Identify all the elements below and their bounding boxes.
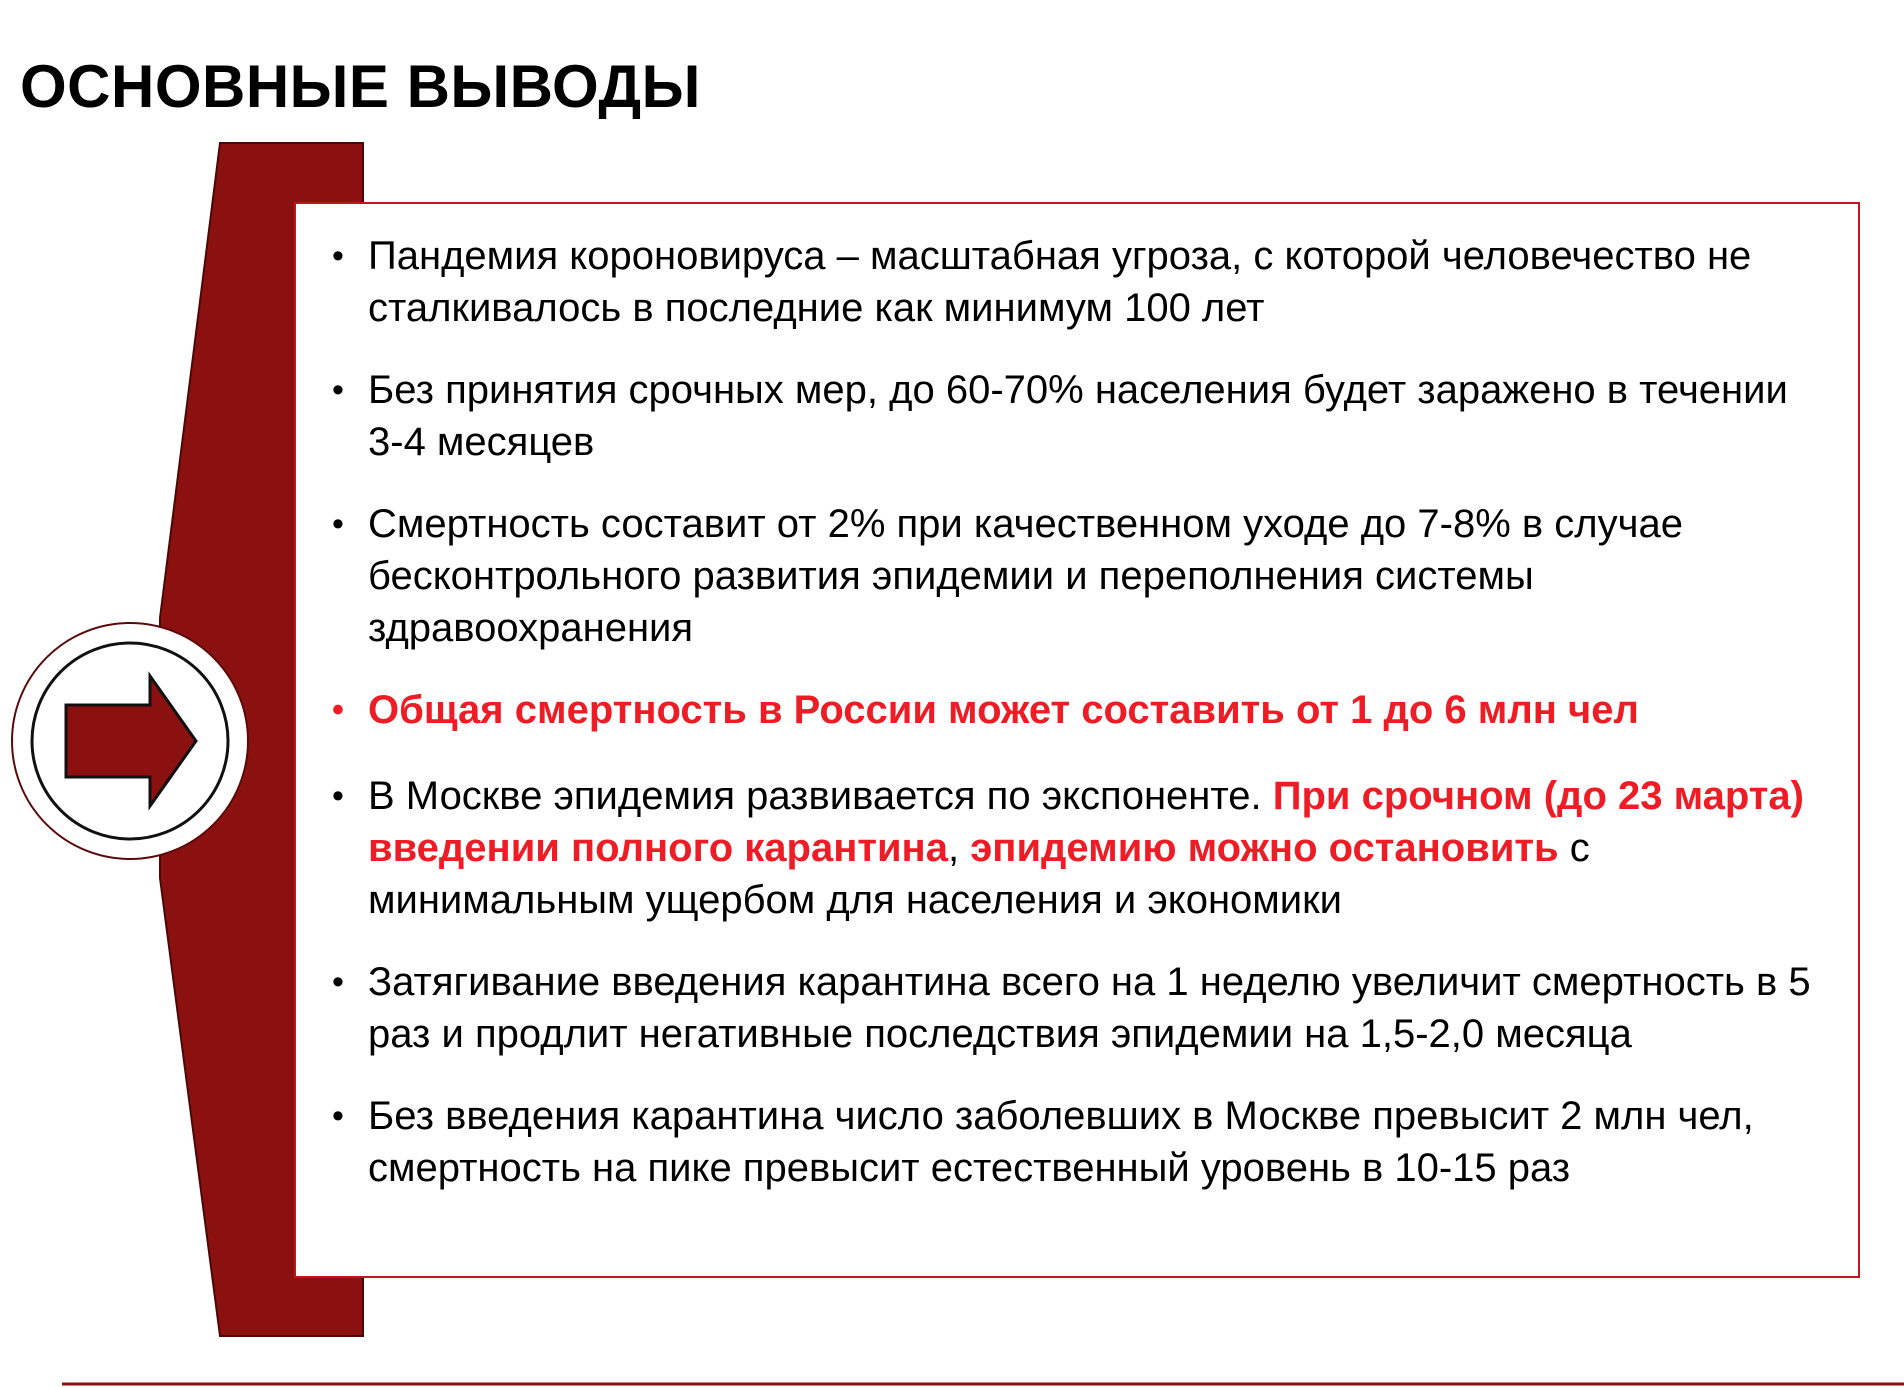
bullet-icon: • [332, 777, 344, 815]
list-item-text: Общая смертность в России может составить от 1 до 6 млн чел [368, 688, 1639, 732]
list-item [332, 770, 1832, 926]
list-item [332, 498, 1832, 654]
list-item [332, 230, 1832, 334]
list-item-text: Без введения карантина число заболевших в Москве превысит 2 млн чел, смертность на пике превысит естественный уровень в 10-15 раз [368, 1094, 1754, 1190]
list-item [332, 956, 1832, 1060]
bullet-icon: • [332, 691, 344, 729]
list-item-text: Смертность составит от 2% при качественном уходе до 7-8% в случае бесконтрольного развития эпидемии и переполнения системы здравоохранения [368, 502, 1683, 650]
list-item-text-normal: В Москве эпидемия развивается по экспоненте. [368, 774, 1273, 818]
list-item-text-highlight: При срочном (до 23 марта) введении полного карантина [368, 774, 1804, 870]
list-item-text: Без принятия срочных мер, до 60-70% населения будет заражено в течении 3-4 месяцев [368, 368, 1788, 464]
list-item-text-normal: , [947, 826, 971, 870]
list-item-text: Пандемия короновируса – масштабная угроза, с которой человечество не сталкивалось в последние как минимум 100 лет [368, 234, 1752, 330]
page-title: ОСНОВНЫЕ ВЫВОДЫ [20, 53, 701, 120]
list-item-text-normal: с минимальным ущербом для населения и экономики [368, 826, 1590, 922]
list-item [332, 1090, 1832, 1194]
bullet-icon: • [332, 505, 344, 543]
bullet-icon: • [332, 371, 344, 409]
list-item-text-highlight: эпидемию можно остановить [970, 826, 1559, 870]
list-item-text: Затягивание введения карантина всего на 1 неделю увеличит смертность в 5 раз и продлит негативные последствия эпидемии на 1,5-2,0 месяца [368, 960, 1811, 1056]
findings-list [332, 230, 1832, 1224]
list-item [332, 364, 1832, 468]
bullet-icon: • [332, 963, 344, 1001]
bullet-icon: • [332, 1097, 344, 1135]
content-box [296, 204, 1859, 1276]
list-item-highlighted [332, 684, 1832, 736]
bullet-icon: • [332, 237, 344, 275]
